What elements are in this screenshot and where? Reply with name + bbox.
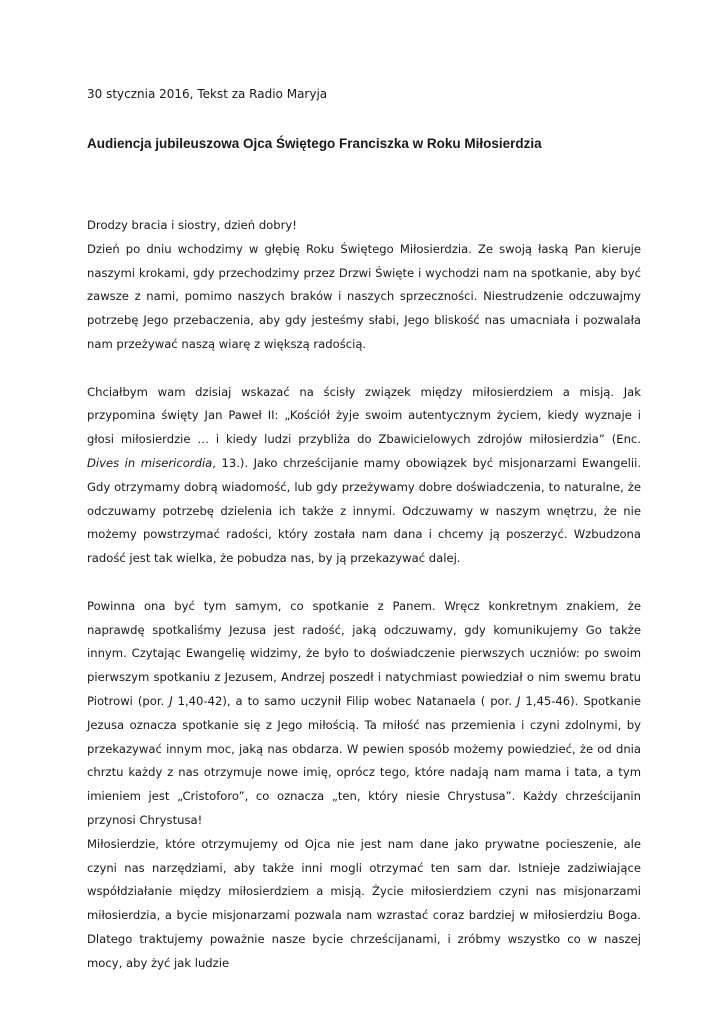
paragraph-1: Dzień po dniu wchodzimy w głębię Roku Świętego Miłosierdzia. Ze swoją łaską Pan kieruje naszymi krokami, gdy przechodzimy przez Drzwi Święte i wychodzi nam na spotkanie, aby być zawsze z nami, pomimo naszych braków i naszych sprzeczności. Niestrudzenie odczuwajmy potrzebę Jego przebaczenia, aby gdy jesteśmy słabi, Jego bliskość nas umacniała i pozwalała nam przeżywać naszą wiarę z większą radością. <box>87 241 641 351</box>
dateline: 30 stycznia 2016, Tekst za Radio Maryja <box>87 87 328 101</box>
scripture-ref-2: J <box>517 693 521 708</box>
greeting-paragraph: Drodzy bracia i siostry, dzień dobry! <box>87 218 297 232</box>
paragraph-3 <box>87 595 641 833</box>
paragraph-3-text-b: 1,40-42), a to samo uczynił Filip wobec Natanaela ( por. <box>172 693 518 708</box>
scripture-ref-1: J <box>169 693 173 708</box>
paragraph-4: Miłosierdzie, które otrzymujemy od Ojca nie jest nam dane jako prywatne pocieszenie, ale czyni nas narzędziami, aby także inni mogli otrzymać ten sam dar. Istnieje zadziwiające współdziałanie między miłosierdziem a misją. Życie miłosierdziem czyni nas misjonarzami miłosierdzia, a bycie misjonarzami pozwala nam wzrastać coraz bardziej w miłosierdziu Boga. Dlatego traktujemy poważnie nasze bycie chrześcijanami, i zróbmy wszystko co w naszej mocy, aby żyć jak ludzie <box>87 836 641 970</box>
paragraph-3-text-c: 1,45-46). Spotkanie Jezusa oznacza spotkanie się z Jego miłością. Ta miłość nas przemienia i czyni zdolnymi, by przekazywać innym moc, jaką nas obdarza. W pewien sposób możemy powiedzieć, że od dnia chrztu każdy z nas otrzymuje nowe imię, oprócz tego, które nadają nam mama i tata, a tym imieniem jest „Cristoforo”, co oznacza „ten, który niesie Chrystusa”. Każdy chrześcijanin przynosi Chrystusa! <box>87 693 642 827</box>
document-body <box>87 214 641 976</box>
paragraph-2 <box>87 381 641 571</box>
encyclical-title: Dives in misericordia <box>87 455 213 470</box>
document-title: Audiencja jubileuszowa Ojca Świętego Franciszka w Roku Miłosierdzia <box>87 136 542 151</box>
paragraph-2-text-a: Chciałbym wam dzisiaj wskazać na ścisły związek między miłosierdziem a misją. Jak przypomina święty Jan Paweł II: „Kościół żyje swoim autentycznym życiem, kiedy wyznaje i głosi miłosierdzie … i kiedy ludzi przybliża do Zbawicielowych zdrojów miłosierdzia” (Enc. <box>87 384 641 447</box>
paragraph-2-text-b: , 13.). Jako chrześcijanie mamy obowiązek być misjonarzami Ewangelii. Gdy otrzymamy dobrą wiadomość, lub gdy przeżywamy dobre doświadczenia, to naturalne, że odczuwamy potrzebę dzielenia ich także z innymi. Odczuwamy w naszym wnętrzu, że nie możemy powstrzymać radości, który została nam dana i chcemy ją poszerzyć. Wzbudzona radość jest tak wielka, że pobudza nas, by ją przekazywać dalej. <box>87 455 642 566</box>
paragraph-3-text-a: Powinna ona być tym samym, co spotkanie z Panem. Wręcz konkretnym znakiem, że naprawdę spotkaliśmy Jezusa jest radość, jaką odczuwamy, gdy komunikujemy Go także innym. Czytając Ewangelię widzimy, że było to doświadczenie pierwszych uczniów: po swoim pierwszym spotkaniu z Jezusem, Andrzej poszedł i natychmiast powiedział o nim swemu bratu Piotrowi (por. <box>87 598 641 708</box>
